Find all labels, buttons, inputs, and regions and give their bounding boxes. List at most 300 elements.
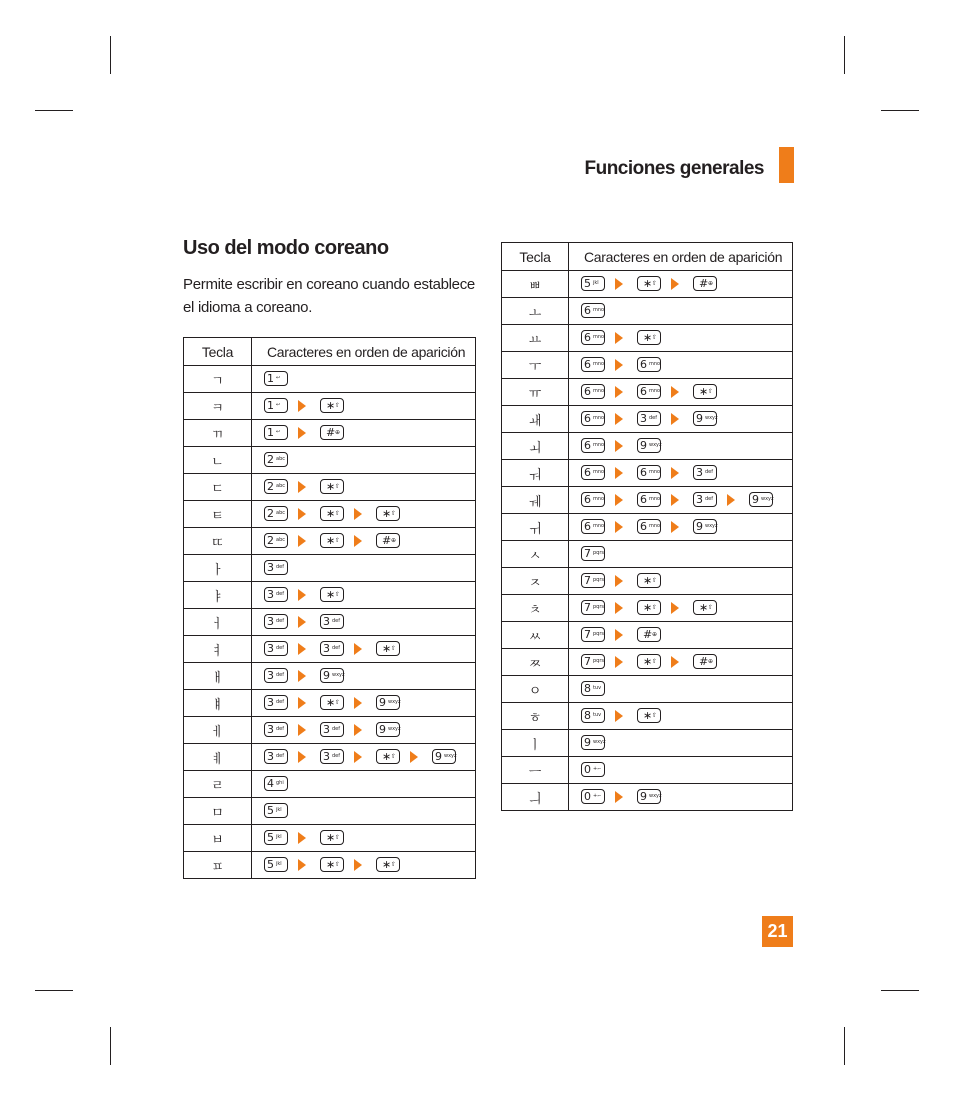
- korean-character: ㅝ: [502, 460, 569, 487]
- key-letters: def: [276, 672, 285, 679]
- key-number: 6: [640, 520, 647, 534]
- arrow-right-icon: [410, 751, 418, 763]
- korean-character: ㅕ: [184, 636, 252, 663]
- key-sequence: [252, 771, 476, 798]
- table-row: [502, 487, 793, 514]
- key-letters: ⇧: [652, 658, 658, 666]
- table-row: [184, 393, 476, 420]
- key-number: 2: [267, 507, 274, 521]
- key-number: 3: [267, 561, 274, 575]
- keypad-k6-icon: [637, 519, 661, 534]
- key-number: 8: [584, 709, 591, 723]
- page-number: 21: [762, 916, 793, 947]
- keypad-k5-icon: [264, 803, 288, 818]
- key-sequence: [569, 676, 793, 703]
- table-row: [502, 622, 793, 649]
- keypad-star-icon: [637, 708, 661, 723]
- korean-character: ㅙ: [502, 406, 569, 433]
- key-letters: wxyz: [705, 523, 718, 530]
- key-letters: pqrs: [593, 577, 605, 584]
- keypad-k6-icon: [637, 465, 661, 480]
- key-number: #: [382, 534, 392, 548]
- korean-character: ㅎ: [502, 703, 569, 730]
- korean-character: ㅐ: [184, 663, 252, 690]
- key-number: 6: [584, 520, 591, 534]
- key-number: 3: [696, 493, 703, 507]
- keypad-star-icon: [320, 830, 344, 845]
- table-row: [502, 352, 793, 379]
- key-number: 9: [640, 439, 647, 453]
- key-letters: mno: [649, 496, 661, 503]
- korean-character: ㅣ: [502, 730, 569, 757]
- key-letters: ↩: [276, 402, 281, 409]
- table-row: [502, 568, 793, 595]
- key-letters: def: [276, 753, 285, 760]
- arrow-right-icon: [615, 278, 623, 290]
- key-number: ∗: [643, 601, 653, 615]
- arrow-right-icon: [298, 697, 306, 709]
- korean-character: ㅋ: [184, 393, 252, 420]
- key-letters: ⊕: [391, 537, 397, 545]
- key-letters: mno: [649, 523, 661, 530]
- table-row: [184, 717, 476, 744]
- key-number: 7: [584, 547, 591, 561]
- key-number: ∗: [643, 574, 653, 588]
- korean-character: ㅉ: [502, 649, 569, 676]
- crop-mark: [110, 36, 111, 74]
- key-letters: ghi: [276, 780, 284, 787]
- key-letters: wxyz: [388, 726, 401, 733]
- key-letters: abc: [276, 483, 285, 490]
- key-letters: ⇧: [391, 753, 397, 761]
- keypad-k7-icon: [581, 627, 605, 642]
- table-header-row: [184, 338, 476, 366]
- arrow-right-icon: [615, 629, 623, 641]
- arrow-right-icon: [671, 602, 679, 614]
- keypad-k9-icon: [376, 695, 400, 710]
- table-row: [184, 798, 476, 825]
- table-row: [502, 703, 793, 730]
- key-sequence: [569, 757, 793, 784]
- key-letters: mno: [593, 361, 605, 368]
- key-letters: wxyz: [444, 753, 457, 760]
- key-sequence: [569, 514, 793, 541]
- keypad-k3-icon: [264, 668, 288, 683]
- keypad-k7-icon: [581, 654, 605, 669]
- key-letters: abc: [276, 510, 285, 517]
- key-letters: jkl: [276, 834, 282, 841]
- korean-character: ㅞ: [502, 487, 569, 514]
- key-letters: mno: [649, 361, 661, 368]
- key-letters: mno: [593, 415, 605, 422]
- key-sequence: [252, 852, 476, 879]
- arrow-right-icon: [354, 508, 362, 520]
- keypad-k0-icon: [581, 789, 605, 804]
- key-letters: def: [276, 699, 285, 706]
- key-number: ∗: [326, 831, 336, 845]
- key-letters: ⇧: [335, 402, 341, 410]
- korean-character: ㅍ: [184, 852, 252, 879]
- keypad-k3-icon: [264, 749, 288, 764]
- key-letters: ⊕: [335, 429, 341, 437]
- keypad-k1-icon: [264, 398, 288, 413]
- key-number: ∗: [326, 399, 336, 413]
- key-letters: def: [332, 726, 341, 733]
- key-number: 9: [379, 696, 386, 710]
- keypad-k0-icon: [581, 762, 605, 777]
- key-letters: ⇧: [335, 483, 341, 491]
- keypad-k3-icon: [264, 587, 288, 602]
- key-number: 3: [640, 412, 647, 426]
- arrow-right-icon: [298, 535, 306, 547]
- key-letters: wxyz: [332, 672, 345, 679]
- key-letters: def: [276, 726, 285, 733]
- key-sequence: [569, 298, 793, 325]
- key-number: ∗: [326, 588, 336, 602]
- korean-character: ㅛ: [502, 325, 569, 352]
- key-sequence: [252, 501, 476, 528]
- key-number: 7: [584, 574, 591, 588]
- key-letters: ⊕: [652, 631, 658, 639]
- key-number: 3: [323, 642, 330, 656]
- key-letters: ⊕: [708, 280, 714, 288]
- key-sequence: [569, 784, 793, 811]
- key-number: 9: [696, 412, 703, 426]
- table-row: [184, 528, 476, 555]
- key-letters: mno: [593, 388, 605, 395]
- arrow-right-icon: [615, 602, 623, 614]
- key-sequence: [252, 366, 476, 393]
- keypad-star-icon: [320, 533, 344, 548]
- crop-mark: [881, 990, 919, 991]
- keypad-k9-icon: [693, 519, 717, 534]
- key-number: ∗: [326, 696, 336, 710]
- key-letters: +⌐: [593, 793, 602, 800]
- key-sequence: [569, 325, 793, 352]
- table-row: [184, 501, 476, 528]
- key-letters: ⇧: [335, 861, 341, 869]
- keypad-k9-icon: [320, 668, 344, 683]
- key-letters: mno: [593, 523, 605, 530]
- table-row: [184, 852, 476, 879]
- key-number: 1: [267, 399, 274, 413]
- key-number: 3: [267, 750, 274, 764]
- key-number: 9: [640, 790, 647, 804]
- keypad-k1-icon: [264, 425, 288, 440]
- key-letters: abc: [276, 456, 285, 463]
- keypad-k5-icon: [264, 857, 288, 872]
- key-number: 6: [584, 385, 591, 399]
- key-number: 9: [323, 669, 330, 683]
- keypad-k4-icon: [264, 776, 288, 791]
- key-sequence: [569, 406, 793, 433]
- key-letters: mno: [649, 388, 661, 395]
- key-letters: def: [705, 469, 714, 476]
- key-letters: tuv: [593, 712, 602, 719]
- table-row: [184, 609, 476, 636]
- key-letters: wxyz: [649, 793, 662, 800]
- keypad-k3-icon: [693, 492, 717, 507]
- key-number: 1: [267, 372, 274, 386]
- keypad-k6-icon: [581, 330, 605, 345]
- key-number: 5: [584, 277, 591, 291]
- key-number: 3: [323, 723, 330, 737]
- key-number: ∗: [643, 331, 653, 345]
- korean-character: ㅔ: [184, 717, 252, 744]
- key-sequence: [252, 474, 476, 501]
- table-row: [502, 298, 793, 325]
- key-letters: jkl: [276, 807, 282, 814]
- key-number: 7: [584, 628, 591, 642]
- key-sequence: [569, 487, 793, 514]
- key-sequence: [252, 609, 476, 636]
- key-number: ∗: [382, 507, 392, 521]
- key-letters: mno: [593, 307, 605, 314]
- key-number: 3: [267, 615, 274, 629]
- key-number: ∗: [699, 385, 709, 399]
- keypad-hash-icon: [637, 627, 661, 642]
- crop-mark: [35, 990, 73, 991]
- korean-character: ㄷ: [184, 474, 252, 501]
- key-sequence: [569, 352, 793, 379]
- key-letters: mno: [593, 496, 605, 503]
- key-sequence: [252, 717, 476, 744]
- key-sequence: [252, 420, 476, 447]
- arrow-right-icon: [615, 467, 623, 479]
- keypad-k6-icon: [581, 411, 605, 426]
- arrow-right-icon: [298, 643, 306, 655]
- arrow-right-icon: [298, 400, 306, 412]
- korean-character: ㅢ: [502, 784, 569, 811]
- korean-character: ㅠ: [502, 379, 569, 406]
- korean-character: ㅟ: [502, 514, 569, 541]
- key-number: #: [643, 628, 653, 642]
- keypad-k5-icon: [581, 276, 605, 291]
- key-number: 3: [696, 466, 703, 480]
- table-row: [502, 784, 793, 811]
- arrow-right-icon: [615, 521, 623, 533]
- key-number: 0: [584, 790, 591, 804]
- arrow-right-icon: [615, 791, 623, 803]
- korean-character: ㄹ: [184, 771, 252, 798]
- key-number: 5: [267, 804, 274, 818]
- key-number: 3: [267, 588, 274, 602]
- keypad-star-icon: [320, 587, 344, 602]
- arrow-right-icon: [298, 859, 306, 871]
- key-number: 6: [640, 385, 647, 399]
- korean-character: ㅇ: [502, 676, 569, 703]
- key-letters: ⇧: [335, 834, 341, 842]
- arrow-right-icon: [298, 832, 306, 844]
- key-letters: pqrs: [593, 550, 605, 557]
- keypad-k9-icon: [693, 411, 717, 426]
- table-row: [184, 474, 476, 501]
- key-number: ∗: [326, 507, 336, 521]
- key-letters: def: [276, 564, 285, 571]
- key-letters: wxyz: [388, 699, 401, 706]
- arrow-right-icon: [298, 427, 306, 439]
- key-letters: abc: [276, 537, 285, 544]
- key-letters: ⊕: [708, 658, 714, 666]
- table-row: [502, 433, 793, 460]
- key-letters: pqrs: [593, 658, 605, 665]
- key-letters: ⇧: [335, 537, 341, 545]
- key-letters: pqrs: [593, 631, 605, 638]
- key-letters: ⇧: [652, 334, 658, 342]
- arrow-right-icon: [671, 278, 679, 290]
- korean-character: ㅌ: [184, 501, 252, 528]
- key-number: ∗: [382, 858, 392, 872]
- keypad-star-icon: [320, 479, 344, 494]
- arrow-right-icon: [671, 413, 679, 425]
- korean-character: ㅃ: [502, 271, 569, 298]
- table-row: [184, 744, 476, 771]
- key-letters: ⇧: [652, 577, 658, 585]
- key-letters: ↩: [276, 375, 281, 382]
- keypad-k9-icon: [581, 735, 605, 750]
- arrow-right-icon: [671, 467, 679, 479]
- keypad-star-icon: [637, 330, 661, 345]
- key-number: 7: [584, 655, 591, 669]
- arrow-right-icon: [615, 359, 623, 371]
- arrow-right-icon: [671, 386, 679, 398]
- keypad-k9-icon: [637, 438, 661, 453]
- key-number: 6: [640, 466, 647, 480]
- keypad-k3-icon: [320, 722, 344, 737]
- key-number: 6: [584, 358, 591, 372]
- keypad-star-icon: [376, 749, 400, 764]
- table-row: [184, 825, 476, 852]
- key-sequence: [252, 528, 476, 555]
- korean-character: ㅡ: [502, 757, 569, 784]
- key-sequence: [569, 433, 793, 460]
- key-number: 7: [584, 601, 591, 615]
- keypad-k6-icon: [637, 492, 661, 507]
- table-row: [502, 460, 793, 487]
- key-sequence: [569, 703, 793, 730]
- key-number: 9: [379, 723, 386, 737]
- key-letters: def: [276, 645, 285, 652]
- key-number: ∗: [382, 750, 392, 764]
- key-sequence: [252, 663, 476, 690]
- arrow-right-icon: [615, 413, 623, 425]
- arrow-right-icon: [354, 697, 362, 709]
- key-sequence: [252, 582, 476, 609]
- key-number: ∗: [326, 480, 336, 494]
- keypad-star-icon: [637, 654, 661, 669]
- key-number: 9: [435, 750, 442, 764]
- keypad-star-icon: [376, 641, 400, 656]
- arrow-right-icon: [354, 643, 362, 655]
- key-letters: mno: [593, 334, 605, 341]
- key-letters: ↩: [276, 429, 281, 436]
- key-letters: def: [332, 645, 341, 652]
- arrow-right-icon: [671, 521, 679, 533]
- arrow-right-icon: [354, 859, 362, 871]
- keypad-star-icon: [637, 573, 661, 588]
- korean-character: ㅊ: [502, 595, 569, 622]
- key-letters: def: [276, 591, 285, 598]
- korean-character: ㄴ: [184, 447, 252, 474]
- key-number: ∗: [382, 642, 392, 656]
- key-letters: ⇧: [708, 388, 714, 396]
- arrow-right-icon: [615, 494, 623, 506]
- arrow-right-icon: [298, 751, 306, 763]
- key-number: 6: [584, 331, 591, 345]
- korean-key-table-left: [183, 337, 476, 879]
- key-letters: wxyz: [761, 496, 774, 503]
- keypad-k8-icon: [581, 681, 605, 696]
- table-row: [184, 582, 476, 609]
- key-letters: pqrs: [593, 604, 605, 611]
- key-number: 0: [584, 763, 591, 777]
- arrow-right-icon: [615, 710, 623, 722]
- arrow-right-icon: [354, 751, 362, 763]
- korean-character: ㄲ: [184, 420, 252, 447]
- key-number: 4: [267, 777, 274, 791]
- korean-character: ㅈ: [502, 568, 569, 595]
- keypad-k9-icon: [749, 492, 773, 507]
- korean-character: ㅅ: [502, 541, 569, 568]
- key-letters: mno: [593, 469, 605, 476]
- key-sequence: [569, 379, 793, 406]
- key-sequence: [252, 555, 476, 582]
- keypad-k2-icon: [264, 533, 288, 548]
- column-header-characters: Caracteres en orden de aparición: [252, 338, 476, 366]
- column-header-key: Tecla: [184, 338, 252, 366]
- keypad-k2-icon: [264, 479, 288, 494]
- key-letters: def: [332, 753, 341, 760]
- arrow-right-icon: [671, 494, 679, 506]
- key-letters: ⇧: [391, 645, 397, 653]
- keypad-hash-icon: [693, 276, 717, 291]
- keypad-k3-icon: [693, 465, 717, 480]
- korean-character: ㅁ: [184, 798, 252, 825]
- key-sequence: [569, 649, 793, 676]
- keypad-k6-icon: [581, 492, 605, 507]
- arrow-right-icon: [615, 440, 623, 452]
- key-number: 2: [267, 480, 274, 494]
- chapter-tab: [779, 147, 794, 183]
- arrow-right-icon: [727, 494, 735, 506]
- korean-character: ㄱ: [184, 366, 252, 393]
- arrow-right-icon: [615, 386, 623, 398]
- key-sequence: [569, 595, 793, 622]
- arrow-right-icon: [615, 332, 623, 344]
- key-letters: ⇧: [708, 604, 714, 612]
- keypad-k2-icon: [264, 452, 288, 467]
- keypad-k3-icon: [264, 641, 288, 656]
- key-letters: def: [276, 618, 285, 625]
- key-number: 9: [696, 520, 703, 534]
- key-number: 9: [752, 493, 759, 507]
- key-number: 9: [584, 736, 591, 750]
- table-row: [184, 690, 476, 717]
- table-header-row: [502, 243, 793, 271]
- key-sequence: [252, 744, 476, 771]
- key-sequence: [252, 393, 476, 420]
- key-letters: jkl: [593, 280, 599, 287]
- table-row: [184, 771, 476, 798]
- key-letters: wxyz: [593, 739, 606, 746]
- keypad-k6-icon: [581, 357, 605, 372]
- key-number: 5: [267, 831, 274, 845]
- arrow-right-icon: [298, 724, 306, 736]
- key-sequence: [252, 447, 476, 474]
- keypad-k1-icon: [264, 371, 288, 386]
- arrow-right-icon: [615, 575, 623, 587]
- keypad-k3-icon: [264, 722, 288, 737]
